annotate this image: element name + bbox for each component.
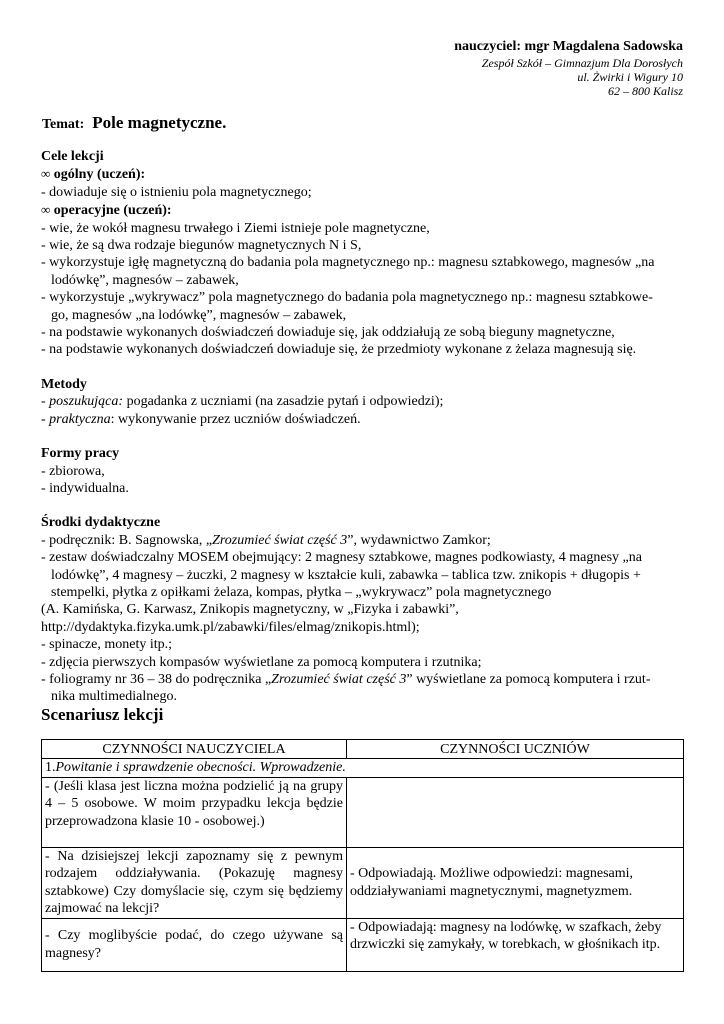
means-line: stempelki, płytka z opiłkami żelaza, kompas, płytka – „wykrywacz” pola magnetycznego	[51, 584, 552, 600]
teacher-column-header: CZYNNOŚCI NAUCZYCIELA	[42, 740, 347, 759]
method-item: - poszukująca: pogadanka z uczniami (na zasadzie pytań i odpowiedzi);	[41, 394, 444, 410]
operational-goal-line: - na podstawie wykonanych doświadczeń dowiaduje się, że przedmioty wykonane z żelaza magnesują się.	[41, 342, 637, 358]
means-item: - podręcznik: B. Sagnowska, „Zrozumieć świat część 3”, wydawnictwo Zamkor;	[41, 532, 491, 548]
operational-goal-heading: ∞ operacyjne (uczeń):	[41, 202, 172, 219]
means-line: - zestaw doświadczalny MOSEM obejmujący: 2 magnesy sztabkowe, magnes podkowiasty, 4 magnesy „na	[41, 550, 642, 566]
table-row	[42, 777, 684, 847]
general-goal-item: - dowiaduje się o istnieniu pola magnetycznego;	[41, 184, 312, 200]
means-line: (A. Kamińska, G. Karwasz, Znikopis magnetyczny, w „Fizyka i zabawki”,	[41, 602, 459, 618]
form-item: - zbiorowa,	[41, 463, 105, 479]
table-header-row	[42, 740, 684, 759]
teacher-activity: - Na dzisiejszej lekcji zapoznamy się z pewnym rodzajem oddziaływania. (Pokazuję magnesy sztabkowe) Czy domyślacie się, czym się będziemy zajmować na lekcji?	[42, 847, 347, 918]
means-line: - zdjęcia pierwszych kompasów wyświetlane za pomocą komputera i rzutnika;	[41, 654, 482, 670]
author-header	[454, 38, 683, 98]
method-item: - praktyczna: wykonywanie przez uczniów doświadczeń.	[41, 411, 361, 427]
topic-value: Pole magnetyczne.	[92, 113, 227, 132]
lesson-topic	[42, 113, 226, 133]
operational-goal-line: - wykorzystuje igłę magnetyczną do badania pola magnetycznego np.: magnesu sztabkowego, magnesów „na	[41, 255, 655, 271]
school-name: Zespół Szkół – Gimnazjum Dla Dorosłych	[481, 56, 683, 70]
teacher-activity: - Czy moglibyście podać, do czego używane są magnesy?	[42, 918, 347, 971]
scenario-heading: Scenariusz lekcji	[41, 705, 164, 724]
form-item: - indywidualna.	[41, 480, 129, 496]
operational-goal-line: - wykorzystuje „wykrywacz” pola magnetycznego do badania pola magnetycznego np.: magnesu sztabkowe-	[41, 290, 653, 306]
means-line: - spinacze, monety itp.;	[41, 637, 173, 653]
means-line: lodówkę”, 4 magnesy – żuczki, 2 magnesy w kształcie kuli, zabawka – tablica tzw. znikopis + długopis +	[51, 567, 641, 583]
scenario-table	[41, 739, 684, 972]
section-row	[42, 759, 684, 777]
students-column-header: CZYNNOŚCI UCZNIÓW	[347, 740, 684, 759]
lesson-plan-body	[41, 148, 686, 706]
general-goal-heading: ∞ ogólny (uczeń):	[41, 166, 146, 183]
school-street: ul. Żwirki i Wigury 10	[577, 70, 683, 84]
operational-goal-line: - wie, że wokół magnesu trwałego i Ziemi istnieje pole magnetyczne,	[41, 220, 430, 236]
operational-goal-line: - wie, że są dwa rodzaje biegunów magnetycznych N i S,	[41, 238, 362, 254]
section-title-cell: 1.Powitanie i sprawdzenie obecności. Wprowadzenie.	[42, 759, 684, 777]
students-activity	[347, 777, 684, 847]
school-city: 62 – 800 Kalisz	[607, 84, 683, 98]
operational-goal-line: - na podstawie wykonanych doświadczeń dowiaduje się, jak oddziałują ze sobą bieguny magnetyczne,	[41, 325, 615, 341]
goals-heading: Cele lekcji	[41, 149, 104, 164]
operational-goal-line: lodówkę”, magnesów – zabawek,	[51, 272, 239, 288]
teacher-name: nauczyciel: mgr Magdalena Sadowska	[454, 39, 683, 54]
infinity-bullet-icon: ∞	[41, 166, 51, 182]
students-activity: - Odpowiadają. Możliwe odpowiedzi: magnesami, oddziaływaniami magnetycznymi, magnetyzmem.	[347, 847, 684, 918]
means-heading: Środki dydaktyczne	[41, 515, 161, 531]
means-item: - foliogramy nr 36 – 38 do podręcznika „Zrozumieć świat część 3” wyświetlane za pomocą komputera i rzut-	[41, 671, 651, 687]
table-row	[42, 847, 684, 918]
topic-label: Temat:	[42, 117, 85, 132]
means-line: http://dydaktyka.fizyka.umk.pl/zabawki/files/elmag/znikopis.html);	[41, 619, 420, 635]
methods-heading: Metody	[41, 376, 87, 392]
infinity-bullet-icon: ∞	[41, 202, 51, 218]
teacher-activity: - (Jeśli klasa jest liczna można podzielić ją na grupy 4 – 5 osobowe. W moim przypadku lekcja będzie przeprowadzona klasie 10 - osobowej.)	[42, 777, 347, 847]
operational-goal-line: go, magnesów „na lodówkę”, magnesów – zabawek,	[51, 307, 347, 323]
table-row	[42, 918, 684, 971]
forms-heading: Formy pracy	[41, 446, 120, 462]
students-activity: - Odpowiadają: magnesy na lodówkę, w szafkach, żeby drzwiczki się zamykały, w torebkach, w głośnikach itp.	[347, 918, 684, 971]
means-line: nika multimedialnego.	[51, 689, 177, 705]
